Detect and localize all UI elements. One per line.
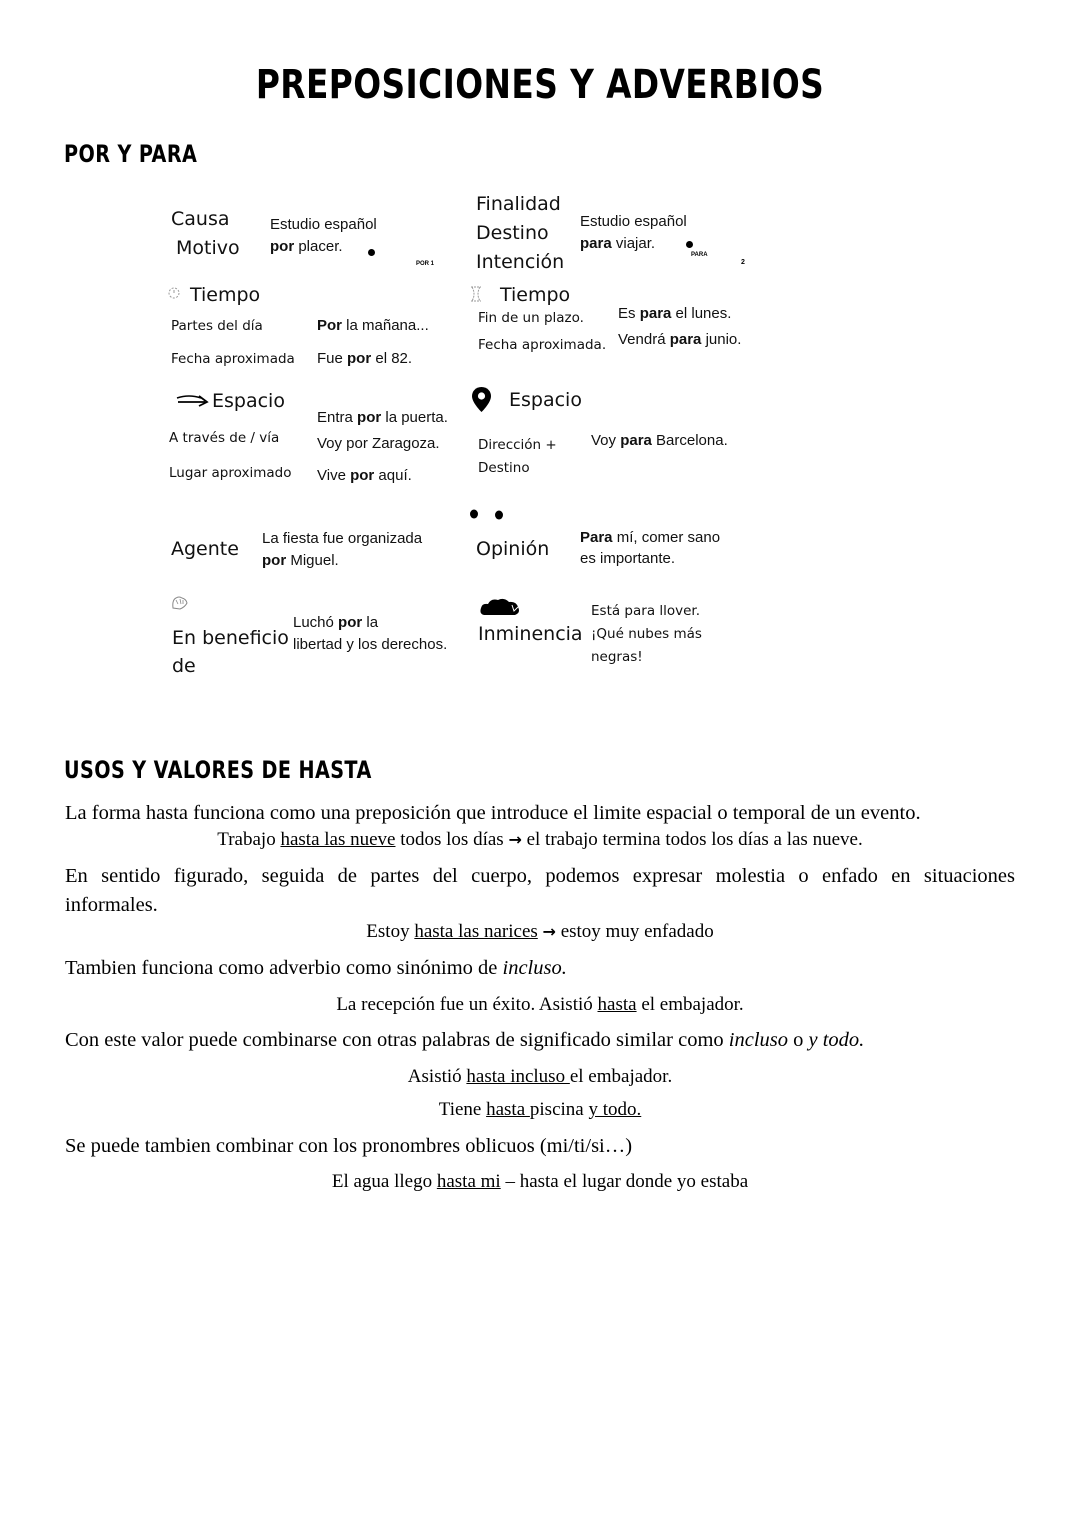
- number-bullet-icon: [686, 241, 693, 248]
- por-espacio-label: Espacio: [212, 390, 285, 412]
- cloud-icon: [478, 597, 522, 621]
- para-small-number: 2: [741, 259, 745, 266]
- clock-icon: [166, 285, 182, 301]
- para-opinion-example2: es importante.: [580, 550, 676, 567]
- por-causa-example-line2: por placer.: [270, 238, 343, 255]
- location-pin-icon: [471, 386, 492, 413]
- para-espacio-sub1: Dirección +: [478, 437, 557, 453]
- para-finalidad-label: Finalidad: [476, 193, 561, 215]
- hand-icon: [170, 594, 190, 612]
- hasta-paragraph-2-line2: informales.: [65, 894, 158, 916]
- para-finalidad-example-line2: para viajar.: [580, 235, 656, 252]
- hasta-example-6: El agua llego hasta mi – hasta el lugar donde yo estaba: [331, 1171, 749, 1192]
- por-agente-example2: por Miguel.: [262, 552, 339, 569]
- number-bullet-icon: [368, 249, 375, 256]
- hasta-paragraph-5: Se puede tambien combinar con los pronombres oblicuos (mi/ti/si…): [65, 1135, 633, 1157]
- hasta-example-4: Asistió hasta incluso el embajador.: [407, 1066, 673, 1087]
- arrow-right-icon: [175, 393, 211, 407]
- por-beneficio-example2: libertad y los derechos.: [293, 636, 448, 653]
- para-inminencia-example2: ¡Qué nubes más: [591, 626, 702, 642]
- por-espacio-example3: Vive por aquí.: [317, 467, 412, 484]
- por-tiempo-label: Tiempo: [190, 284, 261, 306]
- para-small-label: PARA: [691, 252, 708, 258]
- speech-dots-icon: [468, 507, 508, 521]
- section-heading-por-para: POR Y PARA: [64, 140, 198, 168]
- para-espacio-label: Espacio: [509, 389, 582, 411]
- para-tiempo-example2: Vendrá para junio.: [618, 331, 742, 348]
- para-tiempo-sub2: Fecha aproximada.: [478, 337, 607, 353]
- hasta-paragraph-1: La forma hasta funciona como una preposición que introduce el limite espacial o temporal de un evento.: [65, 802, 921, 824]
- para-intencion-label: Intención: [476, 251, 565, 273]
- hasta-example-5: Tiene hasta piscina y todo.: [438, 1099, 642, 1120]
- para-tiempo-sub1: Fin de un plazo.: [478, 310, 584, 326]
- por-agente-example1: La fiesta fue organizada: [262, 530, 423, 547]
- hasta-example-2: Estoy hasta las narices → estoy muy enfadado: [366, 921, 714, 942]
- hasta-paragraph-4: Con este valor puede combinarse con otras palabras de significado similar como incluso o y todo.: [65, 1029, 865, 1051]
- por-espacio-sub1: A través de / vía: [169, 430, 280, 446]
- arrow-right-icon: →: [542, 922, 556, 941]
- por-tiempo-sub1: Partes del día: [171, 318, 263, 334]
- por-tiempo-sub2: Fecha aproximada: [171, 351, 295, 367]
- para-opinion-example1: Para mí, comer sano: [580, 529, 721, 546]
- por-espacio-example1: Entra por la puerta.: [317, 409, 448, 426]
- por-tiempo-example1: Por la mañana...: [317, 317, 429, 334]
- hasta-paragraph-3: Tambien funciona como adverbio como sinónimo de incluso.: [65, 957, 567, 979]
- por-tiempo-example2: Fue por el 82.: [317, 350, 413, 367]
- por-beneficio-label1: En beneficio: [172, 627, 289, 649]
- por-causa-label: Causa: [171, 208, 230, 230]
- para-tiempo-label: Tiempo: [500, 284, 571, 306]
- hasta-example-1: Trabajo hasta las nueve todos los días → el trabajo termina todos los días a las nueve.: [217, 829, 863, 850]
- para-espacio-sub2: Destino: [478, 460, 530, 476]
- hasta-paragraph-2-line1: En sentido figurado, seguida de partes del cuerpo, podemos expresar molestia o enfado en situaciones: [65, 865, 1015, 887]
- page-title: PREPOSICIONES Y ADVERBIOS: [255, 62, 825, 108]
- por-espacio-example2: Voy por Zaragoza.: [317, 435, 440, 452]
- para-inminencia-example1: Está para llover.: [591, 603, 701, 619]
- para-tiempo-example1: Es para el lunes.: [618, 305, 732, 322]
- para-espacio-example: Voy para Barcelona.: [591, 432, 728, 449]
- para-inminencia-label: Inminencia: [478, 623, 583, 645]
- por-agente-label: Agente: [171, 538, 239, 560]
- para-finalidad-example-line1: Estudio español: [580, 213, 687, 230]
- por-beneficio-label2: de: [172, 655, 196, 677]
- hasta-example-3: La recepción fue un éxito. Asistió hasta el embajador.: [336, 994, 744, 1015]
- por-causa-example-line1: Estudio español: [270, 216, 377, 233]
- hourglass-icon: [468, 285, 484, 303]
- para-inminencia-example3: negras!: [591, 649, 643, 665]
- por-beneficio-example1: Luchó por la: [293, 614, 379, 631]
- para-destino-label: Destino: [476, 222, 549, 244]
- section-heading-hasta: USOS Y VALORES DE HASTA: [64, 756, 372, 784]
- arrow-right-icon: →: [508, 830, 522, 849]
- por-espacio-sub2: Lugar aproximado: [169, 465, 292, 481]
- por-motivo-label: Motivo: [176, 237, 240, 259]
- para-opinion-label: Opinión: [476, 538, 550, 560]
- por-small-label: POR 1: [416, 261, 435, 267]
